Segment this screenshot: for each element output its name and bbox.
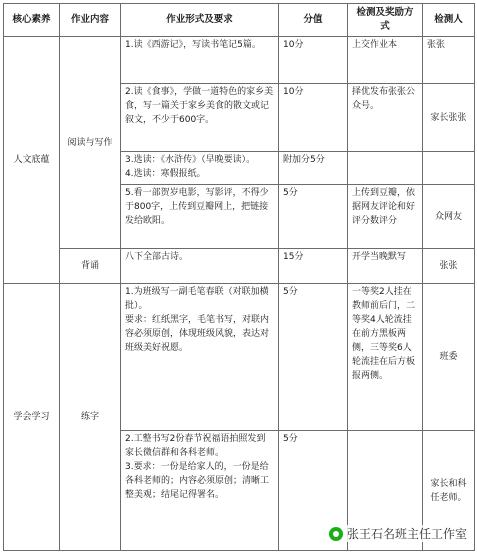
checker-cell: 张张	[423, 37, 475, 84]
table-row	[4, 37, 475, 84]
header-checker: 检测人	[423, 4, 475, 37]
requirement-line: 4.选读：寒假报纸。	[125, 169, 206, 179]
score-cell: 15分	[279, 249, 348, 284]
method-cell: 上传到豆瓣，依据网友评论和好评分数评分	[348, 185, 423, 249]
content-calligraphy-cell: 练字	[60, 284, 121, 551]
method-cell: 一等奖2人挂在教师前后门，二等奖4人轮流挂在前方黑板两侧，三等奖6人轮流挂在后方板报两侧。	[348, 284, 423, 431]
checker-cell: 班委	[423, 284, 475, 431]
method-cell: 上交作业本	[348, 37, 423, 84]
header-form-requirements: 作业形式及要求	[121, 4, 279, 37]
requirement-line: 3.选读：《水浒传》（早晚要读）。	[125, 155, 256, 165]
table-row	[4, 284, 475, 431]
score-cell: 5分	[279, 185, 348, 249]
header-content: 作业内容	[60, 4, 121, 37]
table-row	[4, 249, 475, 284]
requirement-cell	[121, 152, 279, 185]
core-humanities-cell: 人文底蕴	[4, 37, 60, 284]
score-cell: 10分	[279, 84, 348, 152]
requirement-cell: 2.读《食事》，学做一道特色的家乡美食，写一篇关于家乡美食的散文或记叙文，不少于600字。	[121, 84, 279, 152]
header-core-literacy: 核心素养	[4, 4, 60, 37]
requirement-cell: 5.看一部贺岁电影，写影评，不得少于800字，上传到豆瓣网上，把链接发给欧阳。	[121, 185, 279, 249]
checker-cell: 张张	[423, 249, 475, 284]
requirement-cell: 2.工整书写2份春节祝福语拍照发到家长微信群和各科老师。 3.要求：一份是给家人的，一份是给各科老师的；内容必须原创；清晰工整美观；结尾记得署名。	[121, 431, 279, 551]
score-cell: 10分	[279, 37, 348, 84]
checker-cell: 家长和科任老师。	[423, 431, 475, 551]
checker-cell: 家长张张	[423, 84, 475, 152]
requirement-cell: 1.为班级写一副毛笔春联（对联加横批）。 要求：红纸黑字，毛笔书写，对联内容必须原创，体现班级风貌，表达对班级美好祝愿。	[121, 284, 279, 431]
method-cell: 择优发布张张公众号。	[348, 84, 423, 152]
homework-table	[3, 3, 475, 551]
watermark-text: 张王石名班主任工作室	[346, 527, 467, 541]
method-cell	[348, 152, 423, 185]
checker-cell	[423, 152, 475, 185]
header-score: 分值	[279, 4, 348, 37]
watermark	[327, 525, 469, 542]
checker-cell: 众网友	[423, 185, 475, 249]
requirement-cell: 八下全部古诗。	[121, 249, 279, 284]
header-row	[4, 4, 475, 37]
score-cell: 5分	[279, 284, 348, 431]
header-assessment-method: 检测及奖励方式	[348, 4, 423, 37]
content-reading-writing-cell: 阅读与写作	[60, 37, 121, 249]
content-recitation-cell: 背诵	[60, 249, 121, 284]
wechat-icon	[329, 527, 343, 541]
core-learning-cell: 学会学习	[4, 284, 60, 551]
method-cell: 开学当晚默写	[348, 249, 423, 284]
requirement-cell: 1.读《西游记》，写读书笔记5篇。	[121, 37, 279, 84]
score-cell: 附加分5分	[279, 152, 348, 185]
score-cell: 5分	[279, 431, 348, 551]
